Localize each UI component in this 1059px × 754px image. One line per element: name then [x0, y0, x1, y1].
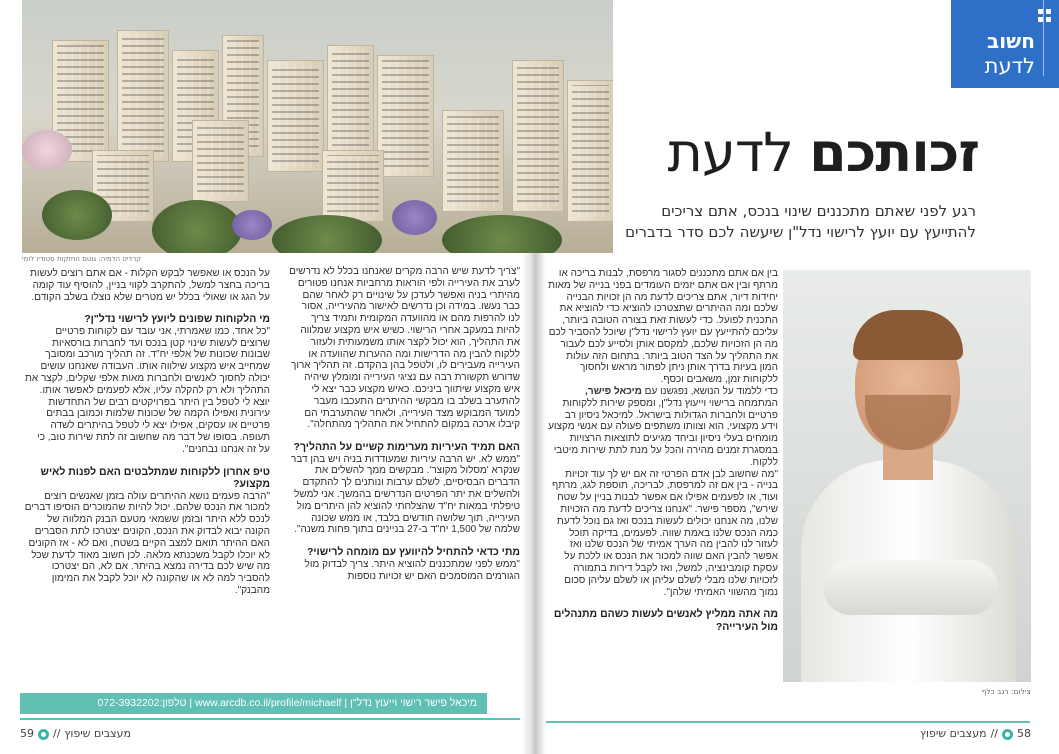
magazine-name: מעצבים שיפוץ [920, 727, 987, 740]
folio-separator: // [990, 727, 998, 740]
paragraph: בין אם אתם מתכננים לסגור מרפסת, לבנות בריכה או מרתף ובין אם אתם יזמים העומדים בפני בנייה של מאות יחידות דיור, אתם צריכים לדעת מה הן זכויות הבנייה שלכם ומה ההיתרים שתצטרכו להוציא כדי להוציא את התכנית לפועל. כדי לעשות זאת בצורה הטובה ביותר, עליכם להתייעץ עם יועץ לרישוי נדל"ן שיוכל להסביר לכם מה הן הזכויות שלכם, למקסם אותן ולסייע לכם לעבור את התהליך על הצד הטוב ביותר. בתחום הזה עולות המון בעיות בדרך אותן ניתן לפתור מראש ולחסוך ללקוחות זמן, משאבים וכסף. [548, 268, 778, 386]
paragraph: "צריך לדעת שיש הרבה מקרים שאנחנו בכלל לא נדרשים לערב את העירייה ולפי הוראות מרחביות אנחנו פטורים מהיתרי בניה ואפשר לעדכן על שינויים רק לאחר שהם כבר נעשו. במידה וכן נדרשים לאישור מהעירייה, אסור לנו להרפות מהם או מהוועדה המקומית ותמיד צריך להיות במעקב אחרי הרישוי. כשיש איש מקצוע שמלווה את התהליך, הוא יכול לקצר אותו משמעותית ולעזור ללקוח להבין מה הדרישות ומה ההערות שהוועדה או העירייה מעבירים לו, ולטפל בהן בהקדם. זה תהליך ארוך שדורש תקשורת רבה עם נציגי העירייה ומומלץ שיהיה איש מקצוע שיתווך ביניכם. כאיש מקצוע כבר יצא לי להתערב בשלב בו מבקשי ההיתרים התעכבו מעבר למועד המבוקש מצד העירייה, ולאחר שהתערבתי הם קיבלו ארכה במקום להתחיל את התהליך מהתחלה". [289, 266, 520, 431]
footer-divider-left [20, 718, 520, 720]
badge-line-1: חשוב [987, 29, 1035, 53]
badge-line-2: לדעת [984, 54, 1035, 78]
interviewee-name: מיכאל פישר, [585, 385, 642, 397]
middle-column-text [288, 266, 520, 582]
contact-url[interactable]: www.arcdb.co.il/profile/michaelf [194, 697, 342, 709]
phone-label: טלפון: [159, 697, 187, 709]
right-column-text [547, 268, 778, 633]
paragraph: "הרבה פעמים נושא ההיתרים עולה בזמן שאנשים רוצים למכור את הנכס שלהם. יכול להיות שהמוכרים הוסיפו דברים לנכס ללא היתר ובזמן ששמאי מטעם הבנק המלווה של הקונה יבוא לבדוק את הנכס, הקונים יצטרכו לתת הסברים האם ההיתר תואם למצב הקיים בשטח, ואם לא - אז הקונים לא יוכלו לקבל משכנתא מלאה. לכן חשוב מאוד לדעת שכל מה שיש לכם בדירה נמצא בהיתר. אם לא, הם יצטרכו להסביר למה לא או שהקונה לא יוכל לקבל את המימון מהבנק". [24, 490, 270, 597]
paragraph: "ממש לא. יש הרבה עיריות שמעודדות בניה ויש בהן דבר שנקרא 'מסלול מקוצר'. מבקשים ממך להשלים את הדברים הבסיסיים, לשלם ערבות ונותנים לך להתקדם ולהשלים את יתר הפרטים הנדרשים בהמשך. אני למשל טיפלתי במאות יח"ד שהצלחתי להוציא להן היתרים מול העירייה, תוך שלושה חודשים בלבד, או ממש שכונה שלמה של 1,500 יח"ד ב-27 בניינים בתוך פחות משנה". [291, 453, 520, 536]
badge-divider [1043, 0, 1044, 76]
footer-divider-right [546, 721, 1030, 723]
paragraph: "מה שחשוב לבן אדם הפרטי זה אם יש לך עוד זכויות בנייה - בין אם זה למרפסת, לבריכה, תוספת לגג, מרתף ועוד, או לפעמים אפילו אם אפשר לבנות בניין על שטח שירש", מספר פישר. "אנחנו צריכים לדעת מה הזכויות שלנו, מה אנחנו יכולים לעשות בנכס ואז גם נוכל לדעת כמה הנכס שלנו באמת שווה. לפעמים, בדיקה תוכל לעזור לנו להבין מה הערך אמיתי של הנכס שלנו ואז אפשר להבין האם שווה למכור את הנכס או ללכת על עסקת קומבינציה, למשל, ואז לקבל דירות בתמורה לזכויות שלנו מבלי לשלם עליהן או לשלם עליהן סכום נמוך מהשווי האמיתי שלהן". [552, 468, 778, 598]
paragraph: על הנכס או שאפשר לבקש הקלות - אם אתם רוצים לעשות בריכה בחצר למשל, להתקרב לקווי בניין, להוסיף עוד קומה על הגג או שאולי בכלל יש מטרים שלא נוצלו בשלב הקודם. [29, 268, 270, 303]
question-heading: מתי כדאי להתחיל להיוועץ עם מומחה לרישוי? [306, 546, 520, 559]
image-credit: קרדיט הדמיה: גוטם החזקות סטודיו לומי [22, 255, 142, 263]
magazine-name: מעצבים שיפוץ [64, 727, 131, 740]
paragraph: "ממש לפני שמתכננים להוציא היתר. צריך לבדוק מול הגורמים המוסמכים האם יש זכויות נוספות [304, 558, 520, 582]
paragraph: כדי ללמוד על הנושא, נפגשנו עם מיכאל פישר, המתמחה ברישוי וייעוץ נדל"ן, ומספק שירות ללקוחות פרטיים ולחברות הגדולות בישראל. למיכאל ניסיון רב וידע מקצועי, הוא וצוותו משתפים פעולה עם אנשי מקצוע מומחים בעלי ניסיון וביחד מגיעים לתוצאות הרצויות במסגרת זמנים מהירה והכל על מנת לתת שירות מיטבי ללקוח. [548, 385, 778, 468]
question-heading: האם תמיד העיריות מערימות קשיים על התהליך? [293, 441, 520, 454]
subtitle-line: להתייעץ עם יועץ לרישוי נדל"ן שיעשה לכם סדר בדברים [625, 223, 976, 241]
question-heading: מה אתה ממליץ לאנשים לעשות כשהם מתנהלים מול העירייה? [553, 608, 778, 633]
contact-phone[interactable]: 072-3932202 [97, 697, 160, 709]
paragraph: "כל אחד. כמו שאמרתי, אני עובד עם לקוחות פרטיים שרוצים לעשות שינוי קטן בנכס ועד לחברות בורסאיות שבונות שכונות של אלפי יח"ד. זה תהליך מורכב ומסובך שמחייב איש מקצוע שילווה אותו. העבודה שאנחנו עושים יכולה לחסוך לאנשים ולחברות מאות אלפי שקלים, לקצר את התהליך ולא רק להקלה עליו, אלא לפעמים לאפשר אותו. יוצא לי לטפל בין היתר בפרויקטים רבים של התחדשות עירונית ואפילו הקמה של שכונות שלמות וכמובן בבתים פרטיים או עסקים, אפילו יצא לי לטפל בהיתרים לשדה תעופה. בסופו של דבר מה שחשוב זה לתת שירות טוב, כי על זה אנחנו נבחנים". [25, 325, 270, 455]
article-title [668, 118, 979, 188]
left-column-text [24, 268, 270, 597]
contact-name: מיכאל פישר רישוי וייעוץ נדל"ן [350, 697, 477, 709]
portrait-photo [783, 270, 1031, 682]
photo-credit: צילום: רגב כלף [981, 687, 1031, 696]
ring-icon [1002, 729, 1013, 740]
question-heading: מי הלקוחות שפונים ליועץ לרישוי נדל"ן? [84, 313, 270, 326]
question-heading: טיפ אחרון ללקוחות שמתלבטים האם לפנות לאיש מקצוע? [40, 465, 270, 491]
grid-icon [1038, 9, 1051, 22]
title-light: לדעת [667, 121, 793, 184]
title-bold: זכותכם [809, 121, 979, 184]
building-render-image [22, 0, 613, 253]
folio-left [20, 727, 131, 741]
article-subtitle [625, 201, 976, 243]
folio-right [920, 727, 1031, 741]
subtitle-line: רגע לפני שאתם מתכננים שינוי בנכס, אתם צריכים [661, 202, 976, 220]
page-number: 58 [1017, 727, 1031, 740]
contact-bar: מיכאל פישר רישוי וייעוץ נדל"ן | טלפון:072-3932202 | www.arcdb.co.il/profile/michaelf [20, 693, 487, 714]
ring-icon [38, 729, 49, 740]
section-badge [951, 0, 1059, 88]
page-number: 59 [20, 727, 34, 740]
folio-separator: // [53, 727, 61, 740]
